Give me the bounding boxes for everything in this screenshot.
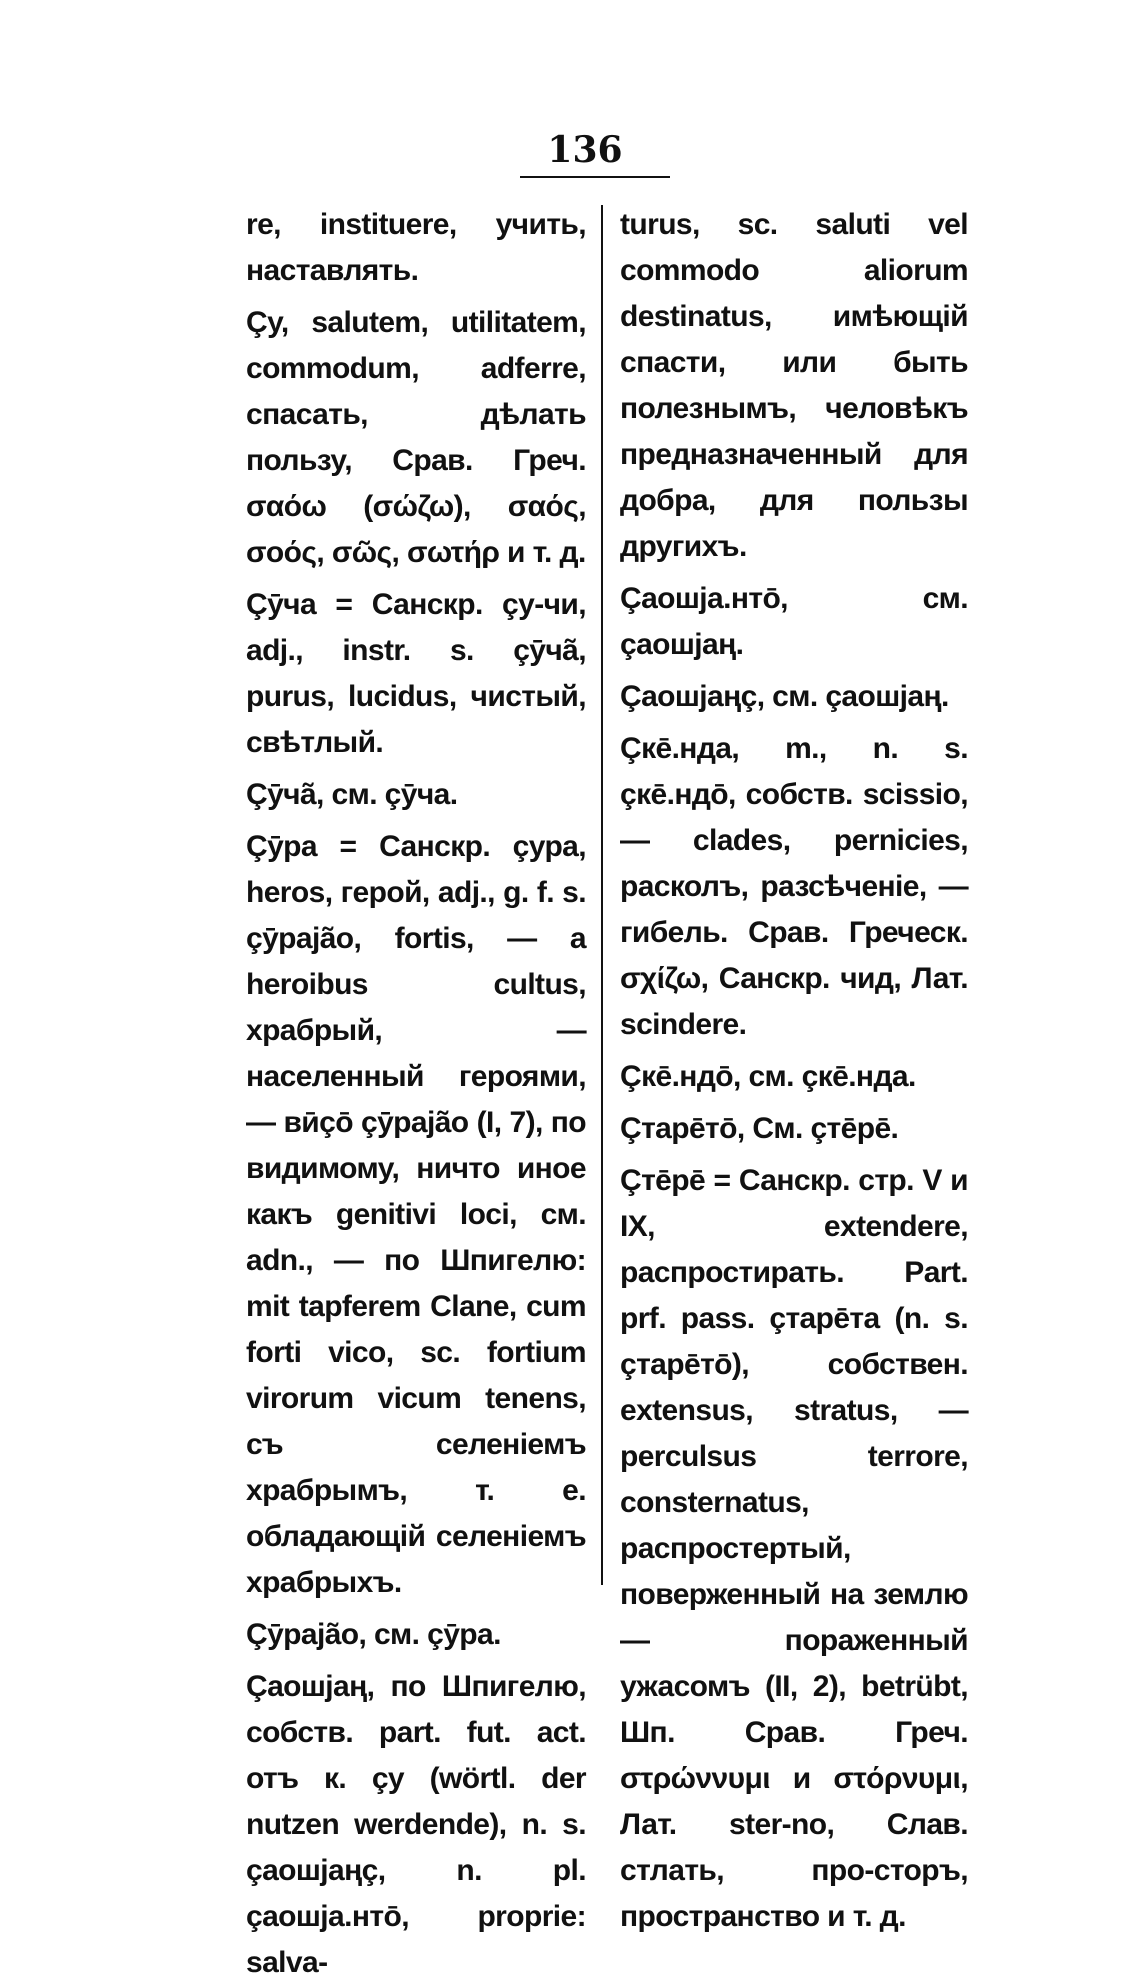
entry-left-4: Çӯчã, см. çӯча. xyxy=(246,778,458,811)
left-column xyxy=(246,202,586,1986)
page-number: 136 xyxy=(547,129,623,171)
entry-right-5: Çкē.ндō, см. çкē.нда. xyxy=(620,1060,916,1093)
entry-right-6: Çтарēтō, См. çтēрē. xyxy=(620,1112,899,1145)
entry-left-7: Çаошјаң, по Шпигелю, собств. part. fut. act. отъ к. çу (wörtl. der nutzen werdende), n. s. çаошјаңç, n. pl. çаошја.нтō, proprie: salva- xyxy=(246,1670,586,1979)
header-rule xyxy=(520,176,670,178)
entry-left-5: Çӯра = Санскр. çура, heros, герой, adj., g. f. s. çӯpajão, fortis, — a heroibus cultus, храбрый, — населенный героями, — вӣçō çӯpajão (I, 7), по видимому, ничто иное какъ genitivi loci, см. adn., — по Шпигелю: mit tapferem Clane, cum forti vico, sc. fortium virorum vicum tenens, съ селеніемъ храбрымъ, т. е. обладающій селеніемъ храбрыхъ. xyxy=(246,830,586,1599)
entry-left-1: re, instituere, учить, наставлять. xyxy=(246,208,586,287)
entry-right-2: Çаошја.нтō, см. çаошјаң. xyxy=(620,582,968,661)
entry-right-3: Çаошјаңç, см. çаошјаң. xyxy=(620,680,949,713)
entry-right-1: turus, sc. saluti vel commodo aliorum destinatus, имѣющій спасти, или быть полезнымъ, человѣкъ предназначенный для добра, для пользы другихъ. xyxy=(620,208,968,563)
entry-left-6: Çӯрajão, см. çӯра. xyxy=(246,1618,501,1651)
entry-right-4: Çкē.нда, m., n. s. çкē.ндō, собств. scissio, — clades, pernicies, расколъ, разсѣченіе, — гибель. Срав. Греческ. σχίζω, Санскр. чид, Лат. scindere. xyxy=(620,732,968,1041)
column-divider xyxy=(601,205,603,1585)
entry-left-3: Çӯча = Санскр. çу-чи, adj., instr. s. çӯчã, purus, lucidus, чистый, свѣтлый. xyxy=(246,588,586,759)
right-column xyxy=(620,202,968,1940)
entry-right-7: Çтēрē = Санскр. стр. V и IX, extendere, распростирать. Part. prf. pass. çтарēта (n. s. çтарēтō), собствен. extensus, stratus, — perculsus terrore, consternatus, распростертый, поверженный на землю — пораженный ужасомъ (II, 2), betrübt, Шп. Срав. Греч. στρώννυμι и στόρνυμι, Лат. ster-no, Слав. стлать, про-сторъ, пространство и т. д. xyxy=(620,1164,968,1933)
entry-left-2: Çy, salutem, utilitatem, commodum, adferre, спасать, дѣлать пользу, Срав. Греч. σαόω (σώζω), σαός, σοός, σῶς, σωτήρ и т. д. xyxy=(246,306,586,569)
